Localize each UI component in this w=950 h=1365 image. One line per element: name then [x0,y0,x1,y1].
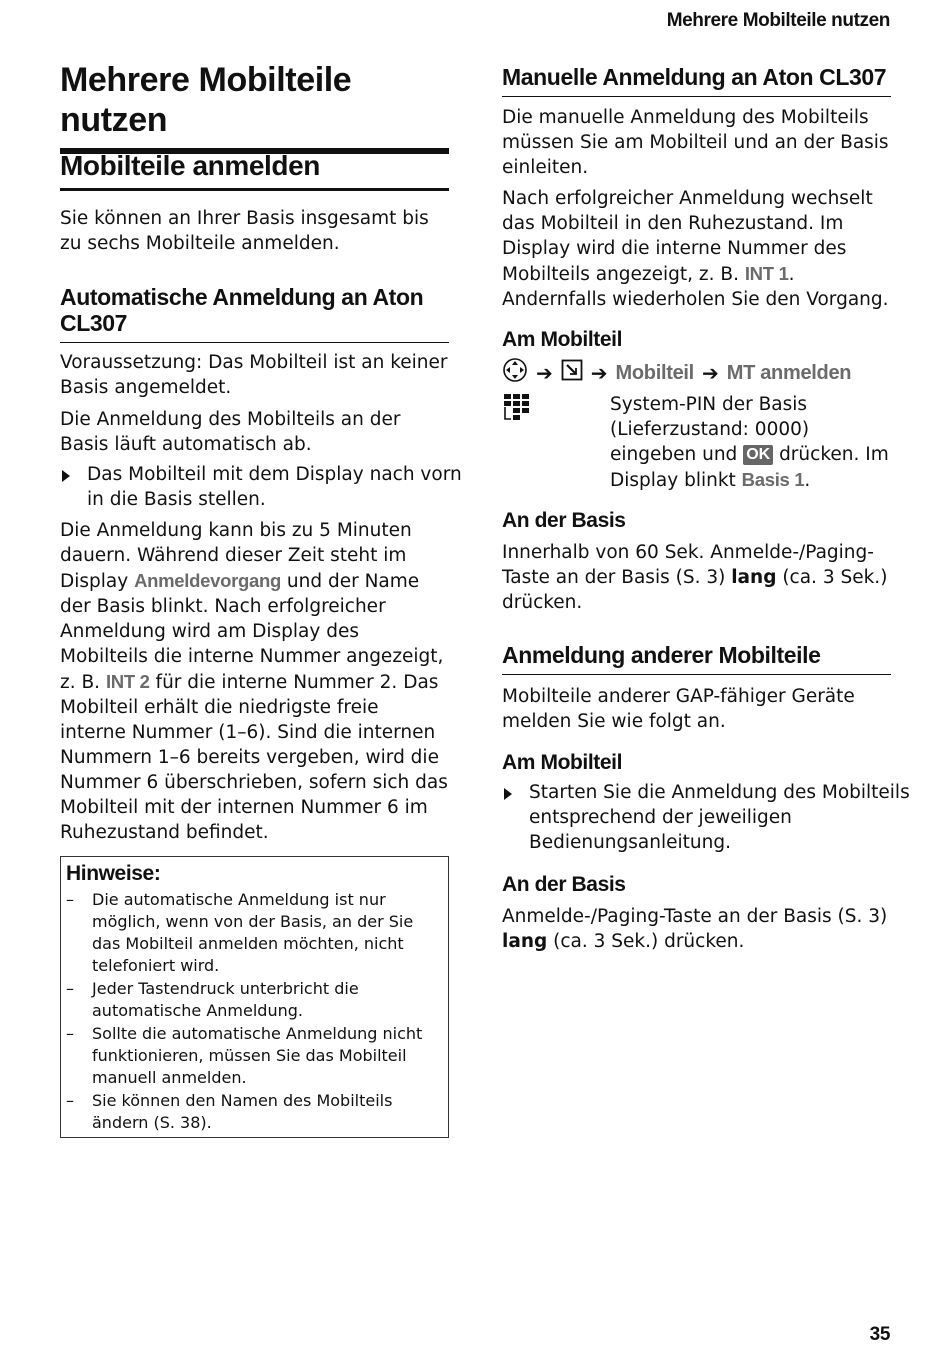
note-item [66,889,444,977]
pin-text-a: System-PIN der Basis (Lieferzustand: 0000) eingeben und [610,394,810,465]
pin-text-c: . [804,470,811,491]
running-header: Mehrere Mobilteile nutzen [666,10,890,31]
auto-para-1: Voraussetzung: Das Mobilteil ist an keiner Basis angemeldet. [60,352,448,398]
note-item [66,1090,444,1134]
auto-para-3-text-b: und der Name der Basis blinkt. Nach erfolgreicher Anmeldung wird am Display des Mobilteils die interne Nummer angezeigt, z. B. [60,571,444,693]
note-item [66,1023,444,1089]
menu-item-mt-anmelden: MT anmelden [726,361,852,384]
manual-basis-text-a: Innerhalb von 60 Sek. Anmelde-/Paging-Taste an der Basis (S. 3) [502,542,874,588]
auto-bullet [60,462,476,512]
other-basis-paragraph [502,904,891,954]
settings-menu-icon [561,359,583,388]
manual-para-2-text-a: Nach erfolgreicher Anmeldung wechselt das Mobilteil in den Ruhezustand. Im Display wird die interne Nummer des Mobilteils angezeigt, z. B. [502,188,873,285]
pin-step-text [610,392,892,493]
notes-title: Hinweise: [66,862,161,885]
note-text: Sie können den Namen des Mobilteils ändern (S. 38). [92,1091,393,1132]
note-text: Jeder Tastendruck unterbricht die automatische Anmeldung. [92,979,359,1020]
page-number: 35 [869,1324,890,1345]
other-basis-text-a: Anmelde-/Paging-Taste an der Basis (S. 3) [502,906,888,927]
manual-para-1: Die manuelle Anmeldung des Mobilteils müssen Sie am Mobilteil und an der Basis einleiten. [502,107,889,178]
notes-box [60,856,449,1138]
manual-heading: Manuelle Anmeldung an Aton CL307 [502,64,891,97]
other-para-1: Mobilteile anderer GAP-fähiger Geräte melden Sie wie folgt an. [502,686,855,732]
manual-para-2 [502,186,891,312]
auto-para-3 [60,518,449,845]
section-title: Mobilteile anmelden [60,150,449,191]
menu-navigation-row [502,360,851,386]
manual-basis-text-b: (ca. 3 Sek.) drücken. [502,567,888,613]
note-dash: – [66,1091,74,1110]
display-text-int1: INT 1 [744,263,789,284]
display-text-anmeldevorgang: Anmeldevorgang [134,570,281,591]
auto-para-3-text-a: Die Anmeldung kann bis zu 5 Minuten dauern. Während dieser Zeit steht im Display [60,520,412,592]
other-basis-bold: lang [502,931,548,952]
intro-paragraph: Sie können an Ihrer Basis insgesamt bis zu sechs Mobilteile anmelden. [60,208,429,254]
auto-para-3-text-c: für die interne Nummer 2. Das Mobilteil erhält die niedrigste freie interne Nummer (1–6). Sind die internen Nummern 1–6 bereits vergeben, wird die Nummer 6 überschrieben, sofern sich das Mobilteil mit der internen Nummer 6 im Ruhezustand befindet. [60,672,448,843]
notes-list [66,889,444,1135]
other-heading: Anmeldung anderer Mobilteile [502,642,891,675]
pin-step [502,392,891,492]
note-dash: – [66,890,74,909]
nav-arrow: ➔ [536,361,553,385]
manual-am-mobilteil-heading: Am Mobilteil [502,328,623,351]
control-key-icon [502,357,528,390]
nav-arrow: ➔ [590,361,608,385]
note-dash: – [66,979,74,998]
keypad-icon [502,392,532,429]
chapter-title: Mehrere Mobilteile nutzen [60,60,449,154]
bullet-triangle-icon [504,788,512,800]
note-text: Die automatische Anmeldung ist nur möglich, wenn von der Basis, an der Sie das Mobilteil anmelden möchten, nicht telefoniert wird. [92,890,414,975]
manual-basis-bold: lang [731,567,777,588]
pin-text-b: drücken. Im Display blinkt [610,444,889,491]
auto-bullet-text: Das Mobilteil mit dem Display nach vorn in die Basis stellen. [87,464,462,510]
display-text-int2: INT 2 [105,671,150,692]
other-bullet-text: Starten Sie die Anmeldung des Mobilteils entsprechend der jeweiligen Bedienungsanleitung. [529,782,910,853]
auto-para-2: Die Anmeldung des Mobilteils an der Basis läuft automatisch ab. [60,409,401,455]
right-column [502,0,910,952]
other-basis-text-b: (ca. 3 Sek.) drücken. [547,931,745,952]
other-bullet [502,780,918,855]
display-text-basis1: Basis 1 [741,469,805,490]
nav-arrow: ➔ [701,361,719,385]
bullet-triangle-icon [62,470,70,482]
note-text: Sollte die automatische Anmeldung nicht funktionieren, müssen Sie das Mobilteil manuell anmelden. [92,1024,423,1087]
ok-key-icon: OK [743,445,773,465]
manual-para-2-text-b: . Andernfalls wiederholen Sie den Vorgang. [502,264,889,310]
menu-item-mobilteil: Mobilteil [615,361,694,384]
auto-heading: Automatische Anmeldung an Aton CL307 [60,284,449,343]
other-an-der-basis-heading: An der Basis [502,873,626,896]
note-item [66,978,444,1022]
other-am-mobilteil-heading: Am Mobilteil [502,751,623,774]
manual-basis-paragraph [502,540,891,615]
left-column [60,0,462,1132]
note-dash: – [66,1024,74,1043]
manual-an-der-basis-heading: An der Basis [502,509,626,532]
